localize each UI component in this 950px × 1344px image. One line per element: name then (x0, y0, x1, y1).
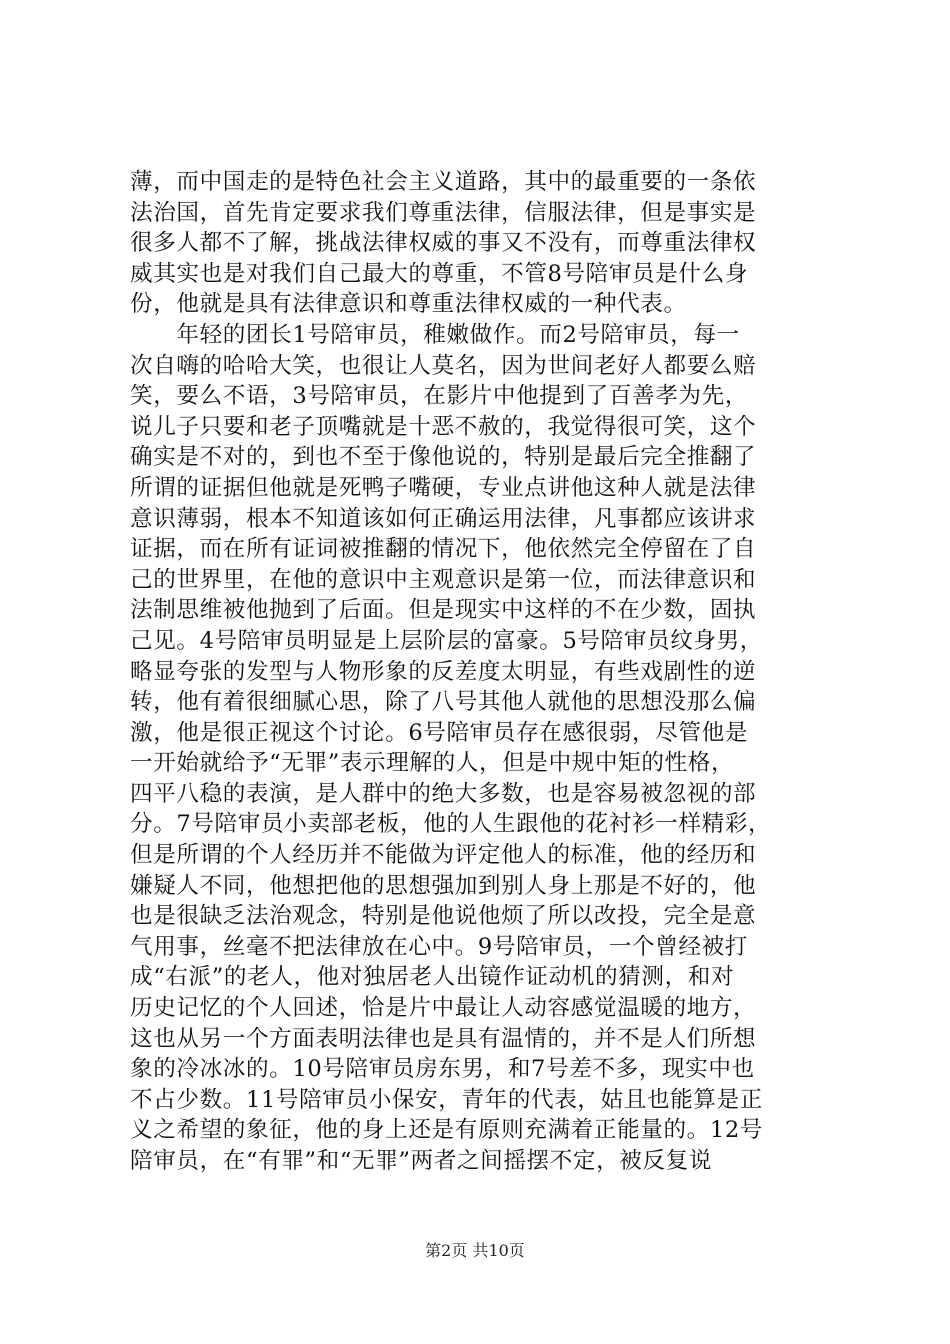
text-line: 威其实也是对我们自己最大的尊重，不管8号陪审员是什么身 (130, 260, 749, 287)
text-line: 己的世界里，在他的意识中主观意识是第一位，而法律意识和 (130, 566, 757, 593)
text-line: 证据，而在所有证词被推翻的情况下，他依然完全停留在了自 (130, 536, 757, 563)
text-line: 嫌疑人不同，他想把他的思想强加到别人身上那是不好的，他 (130, 872, 757, 899)
body-text (130, 167, 830, 1177)
text-line: 气用事，丝毫不把法律放在心中。9号陪审员，一个曾经被打 (130, 933, 749, 960)
text-line: 陪审员，在“有罪”和“无罪”两者之间摇摆不定，被反复说 (130, 1148, 713, 1174)
text-line: 不占少数。11号陪审员小保安，青年的代表，姑且也能算是正 (130, 1086, 763, 1113)
text-line: 意识薄弱，根本不知道该如何正确运用法律，凡事都应该讲求 (130, 505, 757, 532)
text-line: 象的冷冰冰的。10号陪审员房东男，和7号差不多，现实中也 (130, 1056, 755, 1083)
text-line: 所谓的证据但他就是死鸭子嘴硬，专业点讲他这种人就是法律 (130, 474, 757, 501)
text-line: 薄，而中国走的是特色社会主义道路，其中的最重要的一条依 (130, 169, 757, 195)
text-line: 转，他有着很细腻心思，除了八号其他人就他的思想没那么偏 (130, 689, 757, 716)
text-line: 说儿子只要和老子顶嘴就是十恶不赦的，我觉得很可笑，这个 (130, 413, 757, 440)
text-line: 略显夸张的发型与人物形象的反差度太明显，有些戏剧性的逆 (130, 658, 757, 685)
text-line: 法制思维被他抛到了后面。但是现实中这样的不在少数，固执 (130, 597, 757, 624)
text-line: 份，他就是具有法律意识和尊重法律权威的一种代表。 (130, 291, 687, 318)
text-line: 但是所谓的个人经历并不能做为评定他人的标准，他的经历和 (130, 842, 757, 869)
text-line: 四平八稳的表演，是人群中的绝大多数，也是容易被忽视的部 (130, 780, 757, 807)
text-line: 法治国，首先肯定要求我们尊重法律，信服法律，但是事实是 (130, 199, 757, 226)
text-line: 一开始就给予“无罪”表示理解的人，但是中规中矩的性格， (130, 750, 735, 777)
text-line: 很多人都不了解，挑战法律权威的事又不没有，而尊重法律权 (130, 230, 757, 257)
text-line: 笑，要么不语，3号陪审员，在影片中他提到了百善孝为先， (130, 383, 749, 410)
text-line: 成“右派”的老人，他对独居老人出镜作证动机的猜测，和对 (130, 964, 735, 991)
text-line: 分。7号陪审员小卖部老板，他的人生跟他的花衬衫一样精彩， (130, 811, 772, 838)
text-line: 义之希望的象征，他的身上还是有原则充满着正能量的。12号 (130, 1117, 763, 1144)
text-line: 次自嗨的哈哈大笑，也很让人莫名，因为世间老好人都要么赔 (130, 352, 757, 379)
text-line: 这也从另一个方面表明法律也是具有温情的，并不是人们所想 (130, 1025, 757, 1052)
text-line: 己见。4号陪审员明显是上层阶层的富豪。5号陪审员纹身男， (130, 627, 763, 654)
page-number-footer: 第2页 共10页 (425, 1241, 525, 1260)
text-line: 确实是不对的，到也不至于像他说的，特别是最后完全推翻了 (130, 444, 757, 471)
text-line: 历史记忆的个人回述，恰是片中最让人动容感觉温暖的地方， (130, 995, 757, 1022)
text-line: 激，他是很正视这个讨论。6号陪审员存在感很弱，尽管他是 (130, 719, 749, 746)
text-line: 也是很缺乏法治观念，特别是他说他烦了所以改投，完全是意 (130, 903, 757, 930)
text-line: 年轻的团长1号陪审员，稚嫩做作。而2号陪审员，每一 (130, 321, 740, 348)
